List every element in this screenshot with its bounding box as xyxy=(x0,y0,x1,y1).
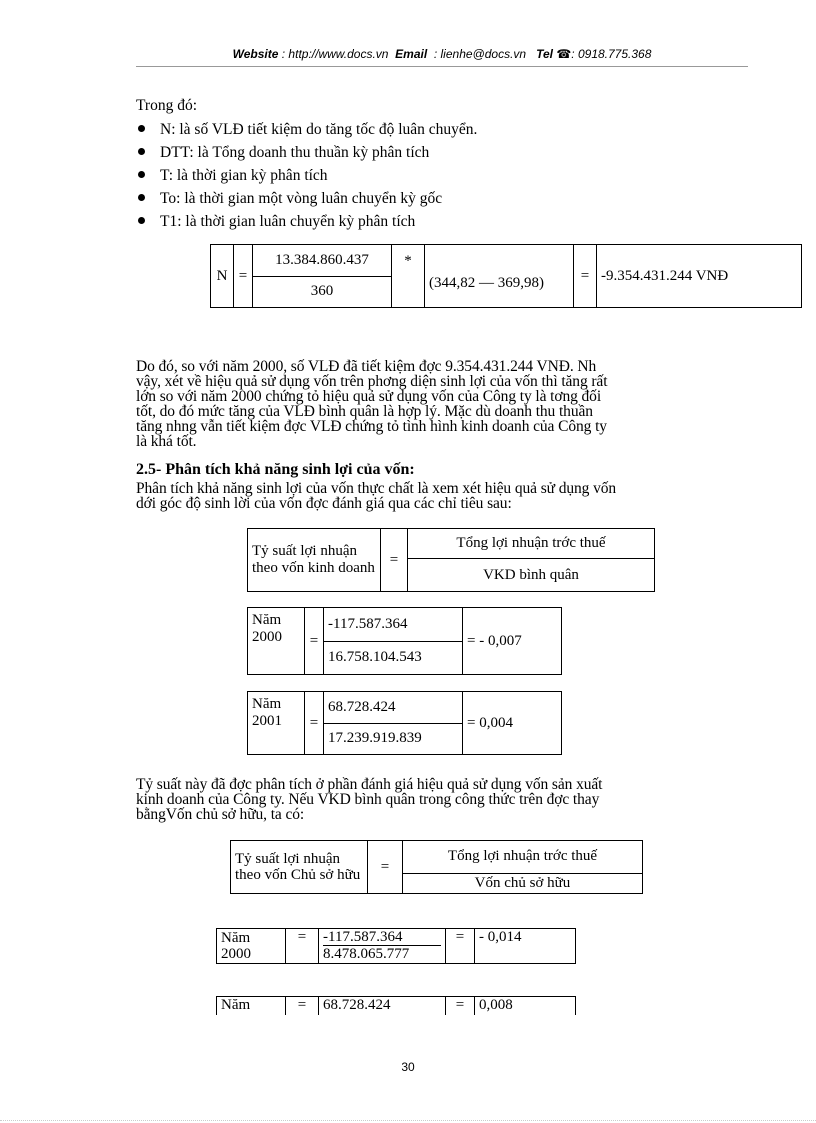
year-result: = - 0,007 xyxy=(463,608,562,675)
ratio-eq: = xyxy=(368,841,403,894)
formula-denominator: 360 xyxy=(253,276,392,308)
page-number: 30 xyxy=(401,1060,415,1074)
ratio-numerator: Tổng lợi nhuận trớc thuế xyxy=(403,841,643,874)
ratio-label: Tỷ suất lợi nhuận theo vốn kinh doanh xyxy=(248,529,381,592)
year-eq2: = xyxy=(446,997,475,1016)
phone-icon: ☎ xyxy=(556,47,572,61)
year-denominator: 16.758.104.543 xyxy=(324,641,463,675)
ratio-numerator: Tổng lợi nhuận trớc thuế xyxy=(408,529,655,559)
year-label: Năm 2001 xyxy=(248,692,305,755)
year-denominator: 17.239.919.839 xyxy=(324,723,463,755)
bullet-icon xyxy=(138,125,145,132)
header-divider xyxy=(136,66,748,67)
ratio-vkd-table xyxy=(247,528,655,592)
year-eq: = xyxy=(305,692,324,755)
formula-n-table xyxy=(210,244,802,308)
year-label: Năm 2000 xyxy=(248,608,305,675)
paragraph-1: Do đó, so với năm 2000, số VLĐ đã tiết kiệm đợc 9.354.431.244 VNĐ. Nh vậy, xét về hiệu quả sử dụng vốn trên phơng diện sinh lợi của vốn thì tăng rất lớn so với năm 2000 chứng tỏ hiệu quả sử dụng vốn của Công ty là tơng đối tốt, do đó mức tăng của VLĐ bình quân là hợp lý. Mặc dù doanh thu thuần tăng nhng vẫn tiết kiệm đợc VLĐ chứng tỏ tình hình kinh doanh của Công ty là khá tốt. xyxy=(136,358,608,450)
list-item: To: là thời gian một vòng luân chuyển kỳ gốc xyxy=(138,187,477,210)
year-2001-equity-table xyxy=(216,996,576,1015)
year-result: = 0,004 xyxy=(463,692,562,755)
page-header xyxy=(136,47,748,61)
formula-multiply: * xyxy=(392,245,425,308)
tel-label: Tel xyxy=(536,47,553,61)
year-2000-equity-table xyxy=(216,928,576,964)
ratio-denominator: Vốn chủ sở hữu xyxy=(403,873,643,893)
year-2001-equity-clip xyxy=(216,996,576,1015)
bullet-icon xyxy=(138,171,145,178)
year-label: Năm 2000 xyxy=(217,929,286,964)
list-item: T: là thời gian kỳ phân tích xyxy=(138,164,477,187)
website-label: Website xyxy=(232,47,279,61)
year-label: Năm xyxy=(217,997,286,1016)
year-fraction xyxy=(319,929,446,964)
tel-value: : 0918.775.368 xyxy=(571,47,652,61)
year-2000-vkd-table xyxy=(247,607,562,675)
email-value: : lienhe@docs.vn xyxy=(433,47,527,61)
year-eq: = xyxy=(286,929,319,964)
list-item: T1: là thời gian luân chuyển kỳ phân tích xyxy=(138,210,477,233)
formula-eq: = xyxy=(234,245,253,308)
bullet-icon xyxy=(138,194,145,201)
year-result: 0,008 xyxy=(475,997,576,1016)
formula-var: N xyxy=(211,245,234,308)
paragraph-3: Tỷ suất này đã đợc phân tích ở phần đánh giá hiệu quả sử dụng vốn sản xuất kinh doanh của Công ty. Nếu VKD bình quân trong công thức trên đợc thay bằngVốn chủ sở hữu, ta có: xyxy=(136,776,603,823)
paragraph-2: Phân tích khả năng sinh lợi của vốn thực chất là xem xét hiệu quả sử dụng vốn dới góc độ sinh lời của vốn đợc đánh giá qua các chỉ tiêu sau: xyxy=(136,480,617,512)
ratio-equity-table xyxy=(230,840,643,894)
section-heading: 2.5- Phân tích khả năng sinh lợi của vốn: xyxy=(136,461,415,478)
page-bottom-divider xyxy=(0,1120,816,1121)
year-eq2: = xyxy=(446,929,475,964)
year-numerator: 68.728.424 xyxy=(324,692,463,724)
formula-numerator: 13.384.860.437 xyxy=(253,245,392,277)
year-denominator: 8.478.065.777 xyxy=(323,946,410,962)
formula-difference: (344,82 — 369,98) xyxy=(425,245,574,308)
year-numerator: -117.587.364 xyxy=(324,608,463,642)
year-numerator: -117.587.364 xyxy=(323,929,441,946)
bullet-icon xyxy=(138,148,145,155)
list-item: DTT: là Tổng doanh thu thuần kỳ phân tích xyxy=(138,141,477,164)
year-numerator: 68.728.424 xyxy=(319,997,446,1016)
list-item: N: là số VLĐ tiết kiệm do tăng tốc độ luân chuyển. xyxy=(138,118,477,141)
website-value: : http://www.docs.vn xyxy=(281,47,389,61)
year-eq: = xyxy=(305,608,324,675)
ratio-denominator: VKD bình quân xyxy=(408,559,655,592)
year-eq: = xyxy=(286,997,319,1016)
year-result: - 0,014 xyxy=(475,929,576,964)
bullet-icon xyxy=(138,217,145,224)
year-2001-vkd-table xyxy=(247,691,562,755)
ratio-label: Tỷ suất lợi nhuận theo vốn Chủ sở hữu xyxy=(231,841,368,894)
bullet-list xyxy=(138,118,477,233)
email-label: Email xyxy=(395,47,428,61)
ratio-eq: = xyxy=(381,529,408,592)
intro-text: Trong đó: xyxy=(136,97,198,114)
formula-result: -9.354.431.244 VNĐ xyxy=(597,245,802,308)
formula-eq2: = xyxy=(574,245,597,308)
